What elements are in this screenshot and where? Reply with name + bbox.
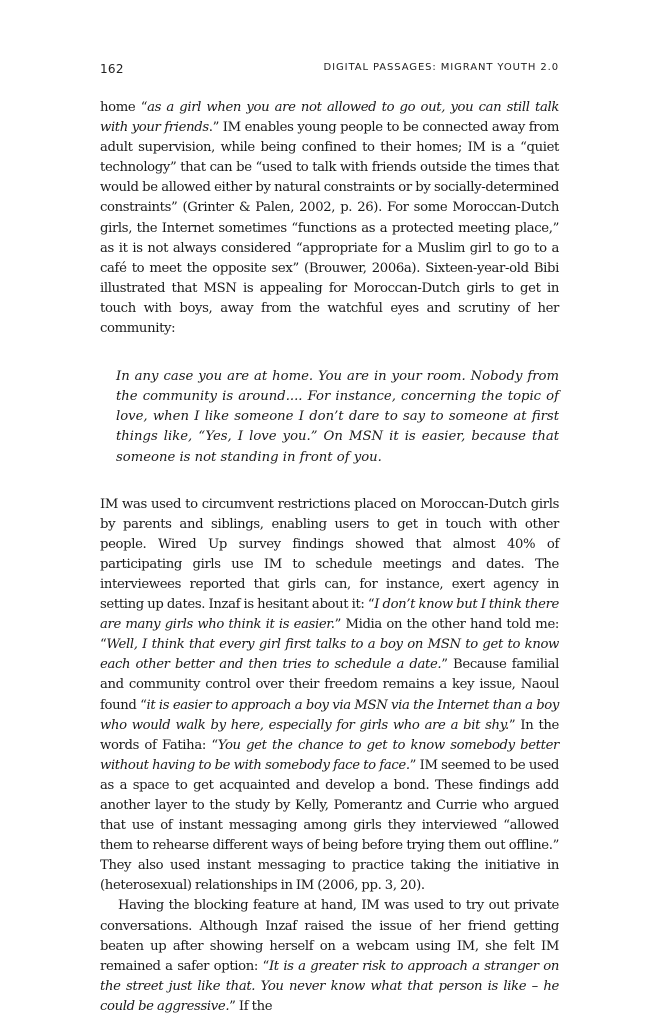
paragraph-2 bbox=[100, 495, 559, 897]
page-number: 162 bbox=[100, 62, 124, 76]
text-run: ” Because familial and community control over their freedom remains a key issue, Naoul found “ bbox=[100, 657, 559, 713]
text-run: IM was used to circumvent restrictions placed on Moroccan-Dutch girls by parents and siblings, enabling users to get in touch with other people. Wired Up survey findings showed that almost 40% of participating girls use IM to schedule meetings and dates. The interviewees reported that girls can, for instance, exert agency in setting up dates. Inzaf is hesitant about it: “ bbox=[100, 496, 559, 613]
paragraph-1 bbox=[100, 98, 559, 339]
italic-quote: It is a greater risk to approach a stranger on the street just like that. You never know what that person is like – he could be aggressive. bbox=[100, 958, 559, 1014]
text-run: Having the blocking feature at hand, IM was used to try out private conversations. Although Inzaf raised the issue of her friend getting beaten up after showing herself on a webcam using IM, she felt IM remained a safer option: “ bbox=[100, 898, 559, 974]
text-run: ” In the words of Fatiha: “ bbox=[100, 717, 559, 753]
italic-quote: You get the chance to get to know somebody better without having to be with somebody face to face. bbox=[100, 737, 559, 773]
italic-quote: as a girl when you are not allowed to go out, you can still talk with your friends bbox=[100, 100, 559, 136]
italic-quote: I don’t know but I think there are many girls who think it is easier. bbox=[100, 597, 559, 633]
text-run: ” IM seemed to be used as a space to get acquainted and develop a bond. These findings add another layer to the study by Kelly, Pomerantz and Currie who argued that use of instant messaging among girls they interviewed “allowed them to rehearse different ways of being before trying them out offline.” They also used instant messaging to practice taking the initiative in (heterosexual) relationships in IM (2006, pp. 3, 20). bbox=[100, 757, 559, 894]
block-quote-text: In any case you are at home. You are in your room. Nobody from the community is around.... For instance, concerning the topic of love, when I like someone I don’t dare to say to someone at first things like, “Yes, I love you.” On MSN it is easier, because that someone is not standing in front of you. bbox=[116, 369, 559, 465]
text-run: ” If the bbox=[229, 998, 273, 1014]
body-text bbox=[100, 98, 559, 1017]
text-run: .” IM enables young people to be connected away from adult supervision, while being confined to their homes; IM is a “quiet technology” that can be “used to talk with friends outside the times that would be allowed either by natural constraints or by socially-determined constraints” (Grinter & Palen, 2002, p. 26). For some Moroccan-Dutch girls, the Internet sometimes “functions as a protected meeting place,” as it is not always considered “appropriate for a Muslim girl to go to a café to meet the opposite sex” (Brouwer, 2006a). Sixteen-year-old Bibi illustrated that MSN is appealing for Moroccan-Dutch girls to get in touch with boys, away from the watchful eyes and scrutiny of her community: bbox=[100, 120, 559, 337]
italic-quote: it is easier to approach a boy via MSN via the Internet than a boy who would walk by here, especially for girls who are a bit shy. bbox=[100, 697, 559, 733]
text-run: home “ bbox=[100, 100, 148, 115]
block-quote bbox=[116, 367, 559, 467]
italic-quote: Well, I think that every girl first talks to a boy on MSN to get to know each other better and then tries to schedule a date. bbox=[100, 637, 559, 673]
paragraph-3 bbox=[100, 896, 559, 1017]
running-title: DIGITAL PASSAGES: MIGRANT YOUTH 2.0 bbox=[323, 62, 559, 73]
text-run: ” Midia on the other hand told me: “ bbox=[100, 617, 559, 653]
page-header bbox=[100, 62, 559, 78]
